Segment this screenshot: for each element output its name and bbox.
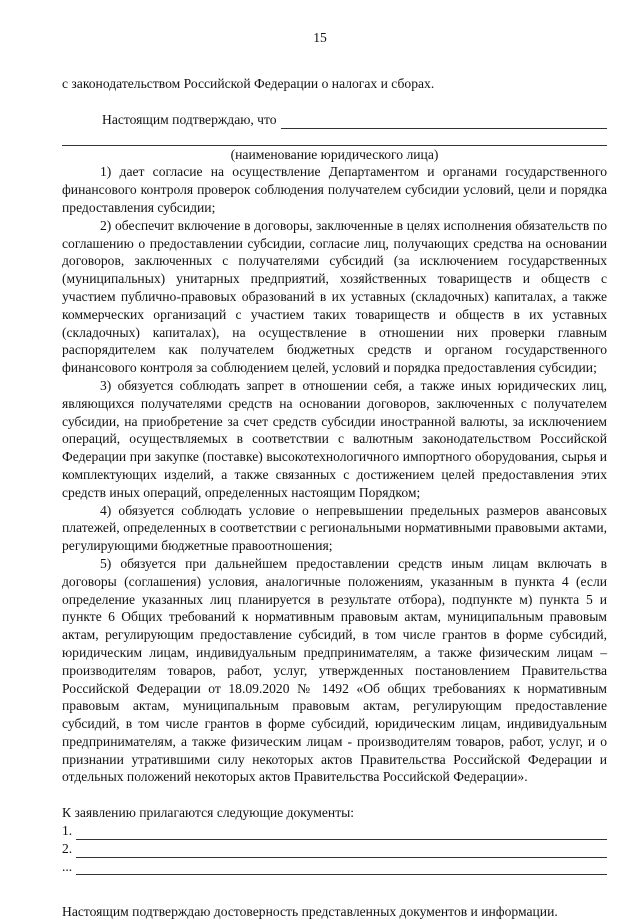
item-3: 3) обязуется соблюдать запрет в отношении себя, а также иных юридических лиц, являющихся получателями средств на основании договоров, заключенных с получателем субсидии, на приобретение за счет средств субсидии иностранной валюты, за исключением операций, осуществляемых в соответствии с валютным законодательством Российской Федерации при закупке (поставке) высокотехнологичного импортного оборудования, сырья и комплектующих изделий, а также связанных с достижением целей предоставления этих средств иных операций, определенных настоящим Порядком; <box>62 377 607 500</box>
intro-paragraph: с законодательством Российской Федерации о налогах и сборах. <box>62 76 435 91</box>
attachment-blank[interactable] <box>76 844 607 858</box>
attachment-blank[interactable] <box>76 826 607 840</box>
item-1: 1) дает согласие на осуществление Департаментом и органами государственного финансового контроля проверок соблюдения получателем субсидии условий, цели и порядка предоставления субсидии; <box>62 164 607 215</box>
attachment-number: 2. <box>62 840 73 856</box>
document-body <box>62 70 607 921</box>
final-statement: Настоящим подтверждаю достоверность представленных документов и информации. <box>62 904 558 920</box>
confirm-line <box>62 111 607 129</box>
attachment-number: 1. <box>62 823 73 839</box>
attachments-label: К заявлению прилагаются следующие документы: <box>62 805 355 821</box>
confirm-prefix: Настоящим подтверждаю, что <box>102 111 277 127</box>
item-4: 4) обязуется соблюдать условие о непревышении предельных размеров авансовых платежей, определенных в соответствии с региональными нормативными правовыми актами, регулирующими бюджетные правоотношения; <box>62 502 607 554</box>
page-number: 15 <box>313 30 327 45</box>
entity-name-blank[interactable] <box>281 115 607 129</box>
attachment-blank[interactable] <box>76 861 607 875</box>
attachment-row-2 <box>62 840 607 858</box>
attachment-number: ... <box>62 858 73 874</box>
attachment-row-1 <box>62 822 607 840</box>
entity-name-blank-continued[interactable] <box>62 129 607 146</box>
entity-name-caption: (наименование юридического лица) <box>230 146 439 162</box>
item-5: 5) обязуется при дальнейшем предоставлении средств иным лицам включать в договоры (соглашения) условия, аналогичные положениям, указанным в пункта 4 (если определение указанных лиц планируется в результате отбора), подпункте м) пункта 5 и пункте 6 Общих требований к нормативным правовым актам, муниципальным правовым актам, регулирующим предоставление субсидий, в том числе грантов в форме субсидий, юридическим лицам, индивидуальным предпринимателям, а также физическим лицам – производителям товаров, работ, услуг, утвержденных постановлением Правительства Российской Федерации от 18.09.2020 № 1492 «Об общих требованиях к нормативным правовым актам, муниципальным правовым актам, регулирующим предоставление субсидий, в том числе грантов в форме субсидий, юридическим лицам, индивидуальным предпринимателям, а также физическим лицам - производителям товаров, работ, услуг, и о признании утратившими силу некоторых актов Правительства Российской Федерации и отдельных положений некоторых актов Правительства Российской Федерации». <box>62 555 607 785</box>
item-2: 2) обеспечит включение в договоры, заключенные в целях исполнения обязательств по соглашению о предоставлении субсидии, согласие лиц, получающих средства на основании договоров, заключенных с получателями субсидий (за исключением государственных (муниципальных) унитарных предприятий, хозяйственных товариществ и обществ с участием публично-правовых образований в их уставных (складочных) капиталах, а также коммерческих организаций с участием таких товариществ и обществ в их уставных (складочных) капиталах), на осуществление в отношении них проверки главным распорядителем как получателем бюджетных средств и органом государственного финансового контроля за соблюдением целей, условий и порядка предоставления субсидии; <box>62 217 607 376</box>
attachment-row-3 <box>62 858 607 876</box>
